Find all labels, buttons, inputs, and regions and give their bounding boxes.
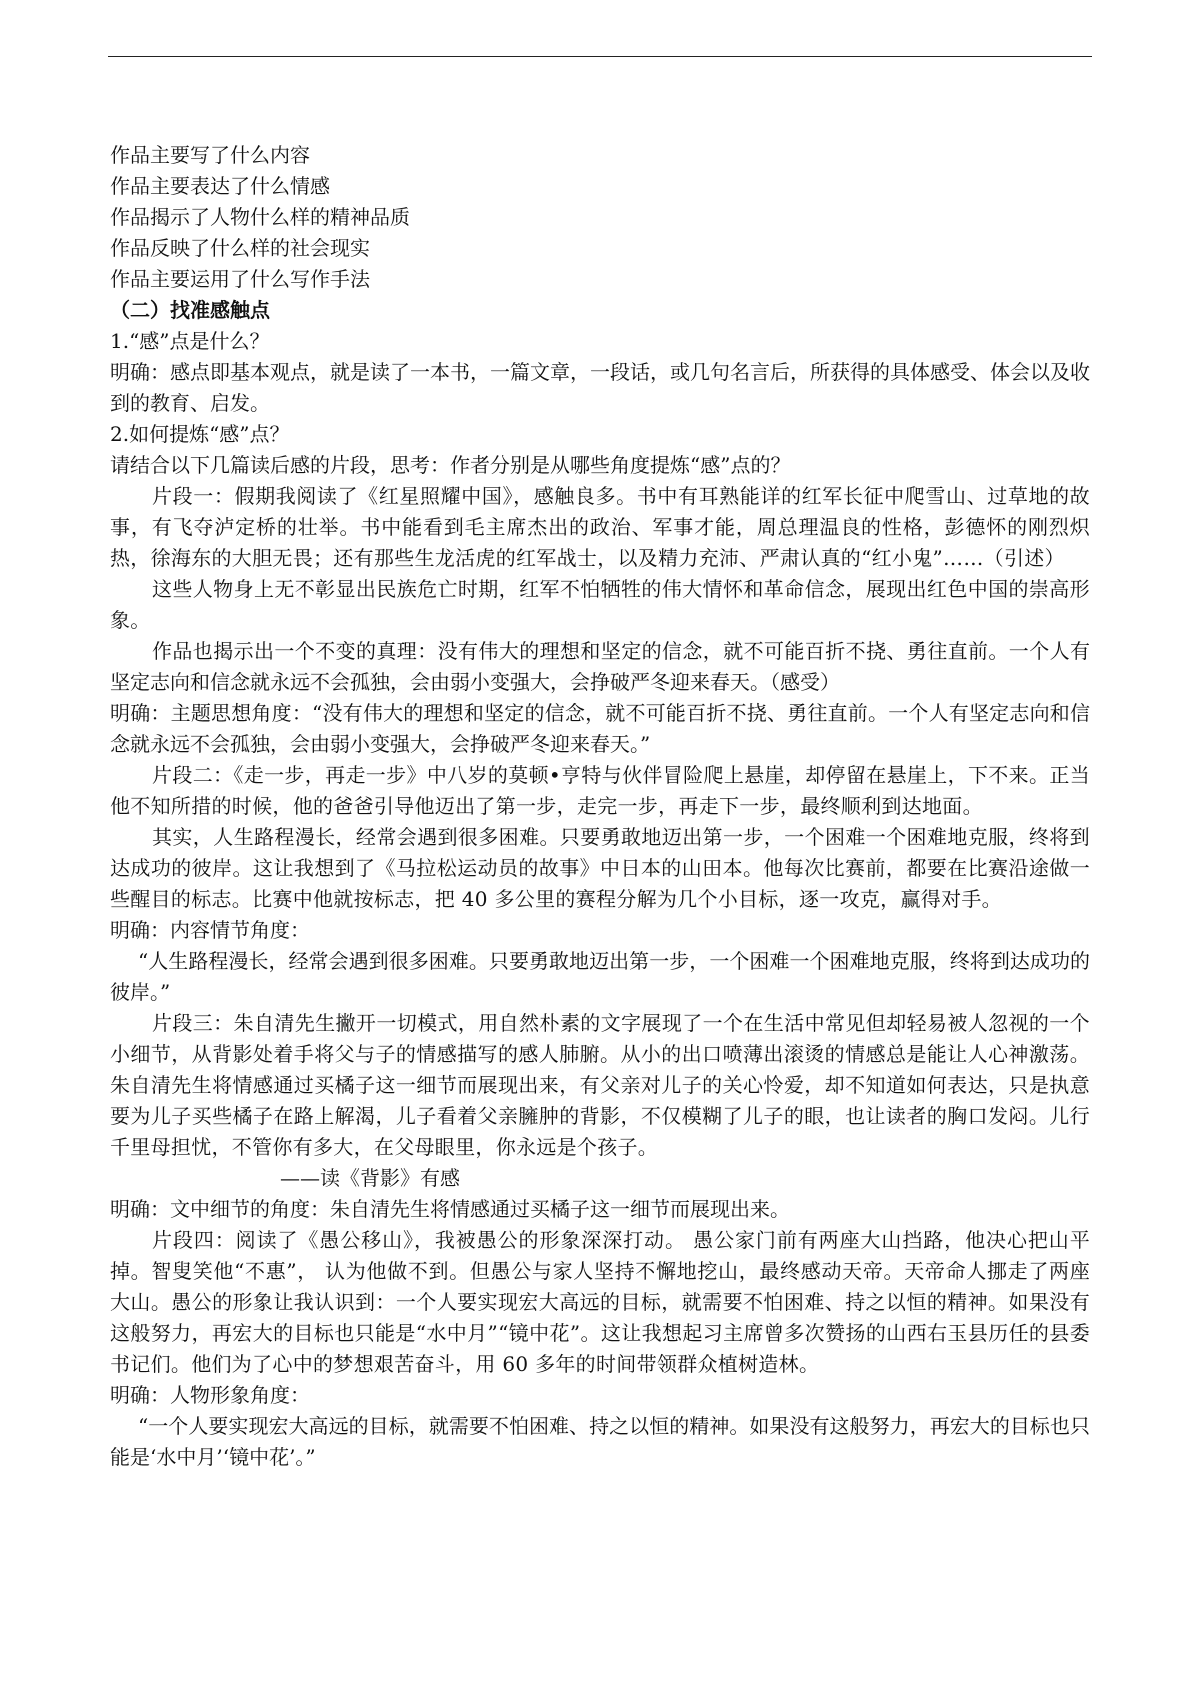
question-item: 作品揭示了人物什么样的精神品质 [110, 205, 410, 229]
fragment-2-paragraph: 片段二：《走一步，再走一步》中八岁的莫顿•亨特与伙伴冒险爬上悬崖，却停留在悬崖上，下不来。正当他不知所措的时候，他的爸爸引导他迈出了第一步，走完一步，再走下一步，最终顺利到达地面。 [110, 763, 1090, 818]
fragment-4-paragraph: 片段四：阅读了《愚公移山》，我被愚公的形象深深打动。 愚公家门前有两座大山挡路，他决心把山平掉。智叟笑他“不惠”， 认为他做不到。但愚公与家人坚持不懈地挖山，最终感动天帝。天帝命人挪走了两座大山。愚公的形象让我认识到：一个人要实现宏大高远的目标，就需要不怕困难、持之以恒的精神。如果没有这般努力，再宏大的目标也只能是“水中月”“镜中花”。这让我想起习主席曾多次赞扬的山西右玉县历任的县委书记们。他们为了心中的梦想艰苦奋斗，用 60 多年的时间带领群众植树造林。 [110, 1228, 1090, 1376]
question-item: 作品主要写了什么内容 [110, 143, 310, 167]
section-heading: （二）找准感触点 [110, 298, 270, 322]
question-2: 2.如何提炼“感”点？ [110, 422, 290, 446]
fragment-4-answer-quote: “一个人要实现宏大高远的目标，就需要不怕困难、持之以恒的精神。如果没有这般努力，再宏大的目标也只能是‘水中月’‘镜中花’。” [110, 1414, 1090, 1469]
instruction: 请结合以下几篇读后感的片段，思考：作者分别是从哪些角度提炼“感”点的？ [110, 453, 791, 477]
question-1-answer: 明确：感点即基本观点，就是读了一本书，一篇文章，一段话，或几句名言后，所获得的具体感受、体会以及收到的教育、启发。 [110, 360, 1090, 415]
question-item: 作品反映了什么样的社会现实 [110, 236, 370, 260]
fragment-1-paragraph: 作品也揭示出一个不变的真理：没有伟大的理想和坚定的信念，就不可能百折不挠、勇往直前。一个人有坚定志向和信念就永远不会孤独，会由弱小变强大，会挣破严冬迎来春天。（感受） [110, 639, 1090, 694]
fragment-3-paragraph: 片段三：朱自清先生撇开一切模式，用自然朴素的文字展现了一个在生活中常见但却轻易被人忽视的一个小细节，从背影处着手将父与子的情感描写的感人肺腑。从小的出口喷薄出滚烫的情感总是能让人心神激荡。朱自清先生将情感通过买橘子这一细节而展现出来，有父亲对儿子的关心怜爱，却不知道如何表达，只是执意要为儿子买些橘子在路上解渴，儿子看着父亲臃肿的背影，不仅模糊了儿子的眼，也让读者的胸口发闷。儿行千里母担忧，不管你有多大，在父母眼里，你永远是个孩子。 [110, 1011, 1090, 1159]
header-rule [108, 56, 1092, 57]
question-1: 1.“感”点是什么？ [110, 329, 270, 353]
fragment-4-answer-label: 明确：人物形象角度： [110, 1383, 310, 1407]
fragment-2-answer-label: 明确：内容情节角度： [110, 918, 310, 942]
fragment-3-signature: ——读《背影》有感 [280, 1166, 460, 1190]
fragment-3-answer: 明确：文中细节的角度：朱自清先生将情感通过买橘子这一细节而展现出来。 [110, 1197, 790, 1221]
fragment-2-paragraph: 其实，人生路程漫长，经常会遇到很多困难。只要勇敢地迈出第一步，一个困难一个困难地克服，终将到达成功的彼岸。这让我想到了《马拉松运动员的故事》中日本的山田本。他每次比赛前，都要在比赛沿途做一些醒目的标志。比赛中他就按标志，把 40 多公里的赛程分解为几个小目标，逐一攻克，赢得对手。 [110, 825, 1090, 911]
question-item: 作品主要运用了什么写作手法 [110, 267, 370, 291]
fragment-1-answer: 明确：主题思想角度：“没有伟大的理想和坚定的信念，就不可能百折不挠、勇往直前。一个人有坚定志向和信念就永远不会孤独，会由弱小变强大，会挣破严冬迎来春天。” [110, 701, 1090, 756]
document-body [110, 140, 1090, 1473]
fragment-1-paragraph: 这些人物身上无不彰显出民族危亡时期，红军不怕牺牲的伟大情怀和革命信念，展现出红色中国的崇高形象。 [110, 577, 1090, 632]
fragment-1-paragraph: 片段一：假期我阅读了《红星照耀中国》，感触良多。书中有耳熟能详的红军长征中爬雪山、过草地的故事，有飞夺泸定桥的壮举。书中能看到毛主席杰出的政治、军事才能，周总理温良的性格，彭德怀的刚烈炽热，徐海东的大胆无畏；还有那些生龙活虎的红军战士，以及精力充沛、严肃认真的“红小鬼”……（引述） [110, 484, 1090, 570]
question-item: 作品主要表达了什么情感 [110, 174, 330, 198]
fragment-2-answer-quote: “人生路程漫长，经常会遇到很多困难。只要勇敢地迈出第一步，一个困难一个困难地克服，终将到达成功的彼岸。” [110, 949, 1090, 1004]
